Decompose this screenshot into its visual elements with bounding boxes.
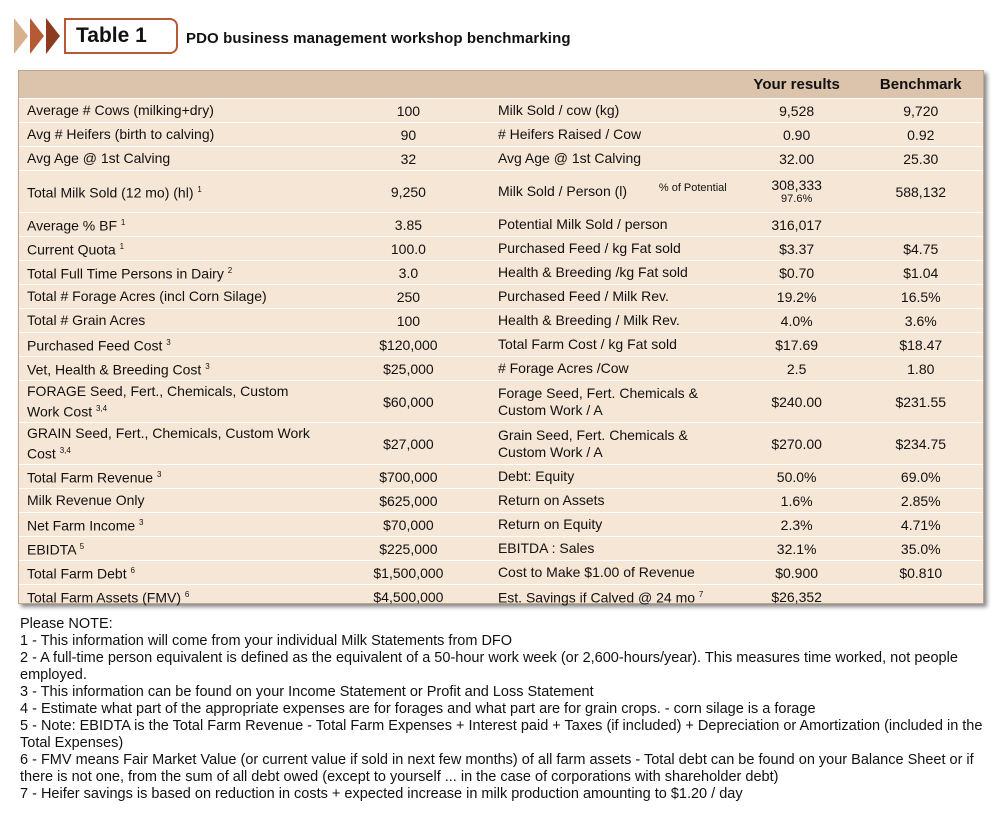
footnote-ref: 3,4 [95,403,108,413]
table-row [19,237,983,261]
benchmark-value-text: $4.75 [903,240,939,257]
row-value-text: 250 [396,288,421,305]
metric-label-text: Total Farm Cost / kg Fat sold [497,336,677,352]
row-label-text: Milk Revenue Only [27,492,145,508]
your-result [735,285,859,309]
footnote-ref: 6 [130,566,135,576]
row-value [327,237,490,261]
column-header [327,71,490,99]
benchmark-value [859,381,983,423]
your-result [735,585,859,609]
metric-label-text: # Heifers Raised / Cow [497,126,642,142]
row-value [327,123,490,147]
note-item: 1 - This information will come from your individual Milk Statements from DFO [20,633,513,649]
your-result [735,147,859,171]
footnote-ref: 1 [197,185,202,195]
row-value-text: 9,250 [390,183,426,200]
row-label-text: Avg # Heifers (birth to calving) [27,126,215,142]
metric-label [490,99,735,123]
benchmark-value-text: 9,720 [903,102,939,119]
benchmark-value-text: $231.55 [895,393,947,410]
row-label-text: Avg Age @ 1st Calving [27,150,171,166]
metric-label [490,333,735,357]
row-value-text: $25,000 [383,360,434,377]
row-value-text: $70,000 [383,516,434,533]
your-result [735,261,859,285]
metric-label [490,309,735,333]
footnote-ref: 2 [227,266,233,276]
table-row [19,333,983,357]
row-label-text: Total Full Time Persons in Dairy [27,265,224,282]
your-result-value: $17.69 [775,336,819,353]
benchmark-value [859,537,983,561]
row-label [19,537,327,561]
row-label-text: Purchased Feed Cost [27,337,163,354]
row-value [327,585,490,609]
column-header [19,71,327,99]
your-result [735,333,859,357]
benchmark-value-text: 0.92 [907,126,935,143]
metric-label-text: Debt: Equity [497,468,575,484]
note-item: 3 - This information can be found on your Income Statement or Profit and Loss Statement [20,684,594,700]
metric-label [490,465,735,489]
footnote-ref: 5 [79,542,85,552]
row-value [327,357,490,381]
table-row [19,561,983,585]
row-value-text: $1,500,000 [373,564,444,581]
metric-label [490,285,735,309]
table-row [19,213,983,237]
metric-label [490,381,735,423]
your-result [735,237,859,261]
row-label [19,171,327,213]
benchmark-value-text: 3.6% [904,312,937,329]
row-value-text: 3.0 [398,264,419,281]
table-header-row [19,71,983,99]
benchmark-value-text: $0.810 [899,564,943,581]
notes-heading: Please NOTE: [20,616,113,632]
footnote-ref: 1 [119,242,125,252]
metric-label [490,213,735,237]
your-result-value: $3.37 [779,240,815,257]
your-result-value: 316,017 [771,216,822,233]
benchmark-value [859,489,983,513]
table-row [19,489,983,513]
metric-label [490,237,735,261]
your-result-value: 0.90 [783,126,811,143]
your-result [735,309,859,333]
row-label [19,99,327,123]
your-result [735,99,859,123]
table-row [19,123,983,147]
your-result [735,123,859,147]
metric-label-text: Avg Age @ 1st Calving [497,150,642,166]
row-label [19,423,327,465]
row-label-text: Average % BF [27,217,118,234]
row-value [327,333,490,357]
note-item: 2 - A full-time person equivalent is defined as the equivalent of a 50-hour work week (or 2,600-hours/year). This measures time worked, not people employed. [20,650,958,683]
percent-of-potential-label: % of Potential [658,182,727,194]
notes-section [20,616,985,803]
metric-label-text: Milk Sold / Person (l) [497,183,628,199]
metric-label [490,585,735,609]
benchmark-value-text: 25.30 [903,150,939,167]
row-value [327,99,490,123]
note-item: 4 - Estimate what part of the appropriate expenses are for forages and what part are for grain crops. - corn silage is a forage [20,701,816,717]
metric-label [490,489,735,513]
your-result [735,513,859,537]
metric-label-text: Potential Milk Sold / person [497,216,668,232]
row-value-text: $225,000 [379,540,438,557]
metric-label-text: Return on Assets [497,492,605,508]
row-value-text: 3.85 [394,216,423,233]
your-result [735,561,859,585]
row-value [327,171,490,213]
row-label-text: Total Farm Assets (FMV) [27,590,182,607]
your-result [735,423,859,465]
metric-label [490,357,735,381]
row-label [19,513,327,537]
your-result [735,489,859,513]
row-label-text: GRAIN Seed, Fert., Chemicals, Custom Work Cost [27,424,310,462]
row-label-text: Total # Grain Acres [27,312,146,328]
row-value-text: $625,000 [379,492,438,509]
benchmark-value-text: 4.71% [900,516,941,533]
chevron-icon [30,18,44,54]
table-row [19,513,983,537]
your-result-value: $240.00 [771,393,822,410]
benchmark-value-text: 69.0% [900,468,941,485]
row-value-text: 100 [396,312,421,329]
benchmark-value-text: 35.0% [900,540,941,557]
your-result-value: 4.0% [780,312,813,329]
your-result-percent: 97.6% [781,192,813,205]
row-value [327,465,490,489]
benchmark-value [859,357,983,381]
row-label-text: Total Farm Revenue [27,469,154,486]
footnote-ref: 3 [156,470,162,480]
benchmark-value [859,561,983,585]
chevron-icon [46,18,60,54]
row-label [19,585,327,609]
column-header [490,71,735,99]
row-label [19,489,327,513]
benchmark-value [859,465,983,489]
row-value [327,147,490,171]
note-item: 5 - Note: EBIDTA is the Total Farm Revenue - Total Farm Expenses + Interest paid + Taxes (if included) + Depreciation or Amortization (included in the Total Expenses) [20,718,983,751]
metric-label-text: Health & Breeding /kg Fat sold [497,264,688,280]
your-result-value: $0.70 [779,264,815,281]
table-row [19,261,983,285]
benchmark-value [859,147,983,171]
row-value-text: $4,500,000 [373,588,444,605]
row-value [327,309,490,333]
your-result-value: $270.00 [771,435,822,452]
table-row [19,537,983,561]
table-row [19,357,983,381]
row-value [327,537,490,561]
benchmark-value-text: 588,132 [895,183,947,200]
row-label [19,285,327,309]
row-value-text: 90 [400,126,417,143]
your-result-value: 50.0% [776,468,817,485]
row-value-text: $120,000 [379,336,438,353]
benchmark-value-text: 1.80 [907,360,935,377]
your-result-value: 2.3% [780,516,813,533]
metric-label-text: Health & Breeding / Milk Rev. [497,312,680,328]
row-label-text: Current Quota [27,241,116,258]
row-value-text: $700,000 [379,468,438,485]
table-row [19,381,983,423]
row-value [327,489,490,513]
row-label [19,147,327,171]
your-result-value: $0.900 [775,564,819,581]
your-result [735,537,859,561]
row-label [19,261,327,285]
row-value [327,561,490,585]
footnote-ref: 7 [698,590,704,600]
row-label [19,381,327,423]
benchmark-value [859,237,983,261]
benchmark-value [859,333,983,357]
row-label [19,123,327,147]
row-label-text: Net Farm Income [27,517,136,534]
benchmark-value-text: $18.47 [899,336,943,353]
benchmark-value [859,213,983,237]
benchmark-value [859,171,983,213]
metric-label-text: Est. Savings if Calved @ 24 mo [497,590,696,607]
column-header-your-results: Your results [735,71,859,99]
metric-label-text: # Forage Acres /Cow [497,360,629,376]
row-value [327,285,490,309]
row-label-text: FORAGE Seed, Fert., Chemicals, Custom Work Cost [27,382,289,420]
footnote-ref: 6 [184,590,190,600]
metric-label [490,537,735,561]
metric-label [490,261,735,285]
table-row [19,285,983,309]
benchmark-value [859,99,983,123]
your-result-value: 1.6% [780,492,813,509]
table-header [14,14,994,58]
metric-label-text: Purchased Feed / kg Fat sold [497,240,681,256]
benchmark-value-text: $234.75 [895,435,947,452]
note-item: 7 - Heifer savings is based on reduction in costs + expected increase in milk production amounting to $1.20 / day [20,786,743,802]
benchmark-value [859,585,983,609]
chevron-icon [14,18,28,54]
metric-label [490,513,735,537]
benchmark-value [859,309,983,333]
table-row [19,99,983,123]
footnote-ref: 3 [166,338,171,348]
row-label [19,465,327,489]
footnote-ref: 1 [120,218,126,228]
metric-label-text: Milk Sold / cow (kg) [497,102,620,118]
your-result-value: 9,528 [779,102,815,119]
column-header-benchmark: Benchmark [859,71,983,99]
benchmark-value [859,285,983,309]
row-label [19,333,327,357]
table-row [19,171,983,213]
benchmark-value-text: 16.5% [900,288,941,305]
benchmark-value [859,423,983,465]
metric-label-text: Cost to Make $1.00 of Revenue [497,564,695,580]
note-item: 6 - FMV means Fair Market Value (or current value if sold in next few months) of all farm assets - Total debt can be found on your Balance Sheet or if there is not one, from the sum of all debt owed (except to yourself ... in the case of corporations with shareholder debt) [20,752,974,785]
your-result-value: 32.1% [776,540,817,557]
metric-label-text: EBITDA : Sales [497,540,595,556]
row-label [19,357,327,381]
row-label-text: Total Farm Debt [27,565,127,582]
metric-label-text: Grain Seed, Fert. Chemicals & Custom Work / A [497,426,688,460]
benchmark-value [859,123,983,147]
metric-label [490,561,735,585]
metric-label [490,123,735,147]
metric-label [490,423,735,465]
your-result-value: 19.2% [776,288,817,305]
table-title: PDO business management workshop benchmarking [186,30,571,47]
table-row [19,465,983,489]
benchmark-table [18,70,984,607]
your-result-value: 2.5 [786,360,807,377]
footnote-ref: 3 [205,362,210,372]
your-result [735,171,859,213]
row-value-text: $60,000 [383,393,434,410]
table-row [19,147,983,171]
row-value [327,213,490,237]
row-label-text: Average # Cows (milking+dry) [27,102,214,118]
row-label-text: Total Milk Sold (12 mo) (hl) [27,184,194,201]
footnote-ref: 3 [139,518,144,528]
row-value [327,261,490,285]
your-result-value: 308,333 [771,176,822,193]
your-result-value: $26,352 [771,588,822,605]
metric-label [490,147,735,171]
your-result-value: 32.00 [779,150,815,167]
your-result [735,465,859,489]
table-label: Table 1 [64,18,178,54]
table-row [19,309,983,333]
row-value-text: $27,000 [383,435,434,452]
footnote-ref: 3,4 [59,445,71,455]
row-label-text: Vet, Health & Breeding Cost [27,361,202,378]
row-value [327,423,490,465]
row-value-text: 100.0 [390,240,426,257]
metric-label-text: Return on Equity [497,516,603,532]
row-label [19,213,327,237]
row-value [327,513,490,537]
your-result [735,213,859,237]
your-result [735,381,859,423]
metric-label [490,171,735,213]
row-label-text: Total # Forage Acres (incl Corn Silage) [27,288,267,304]
row-value [327,381,490,423]
benchmark-value [859,261,983,285]
table-row [19,423,983,465]
row-value-text: 100 [396,102,421,119]
your-result [735,357,859,381]
table-row [19,585,983,609]
row-value-text: 32 [400,150,417,167]
metric-label-text: Forage Seed, Fert. Chemicals & Custom Work / A [497,384,698,418]
benchmark-value-text: 2.85% [900,492,941,509]
benchmark-value-text: $1.04 [903,264,939,281]
benchmark-value [859,513,983,537]
row-label [19,561,327,585]
row-label [19,309,327,333]
row-label [19,237,327,261]
metric-label-text: Purchased Feed / Milk Rev. [497,288,669,304]
row-label-text: EBIDTA [27,541,76,558]
